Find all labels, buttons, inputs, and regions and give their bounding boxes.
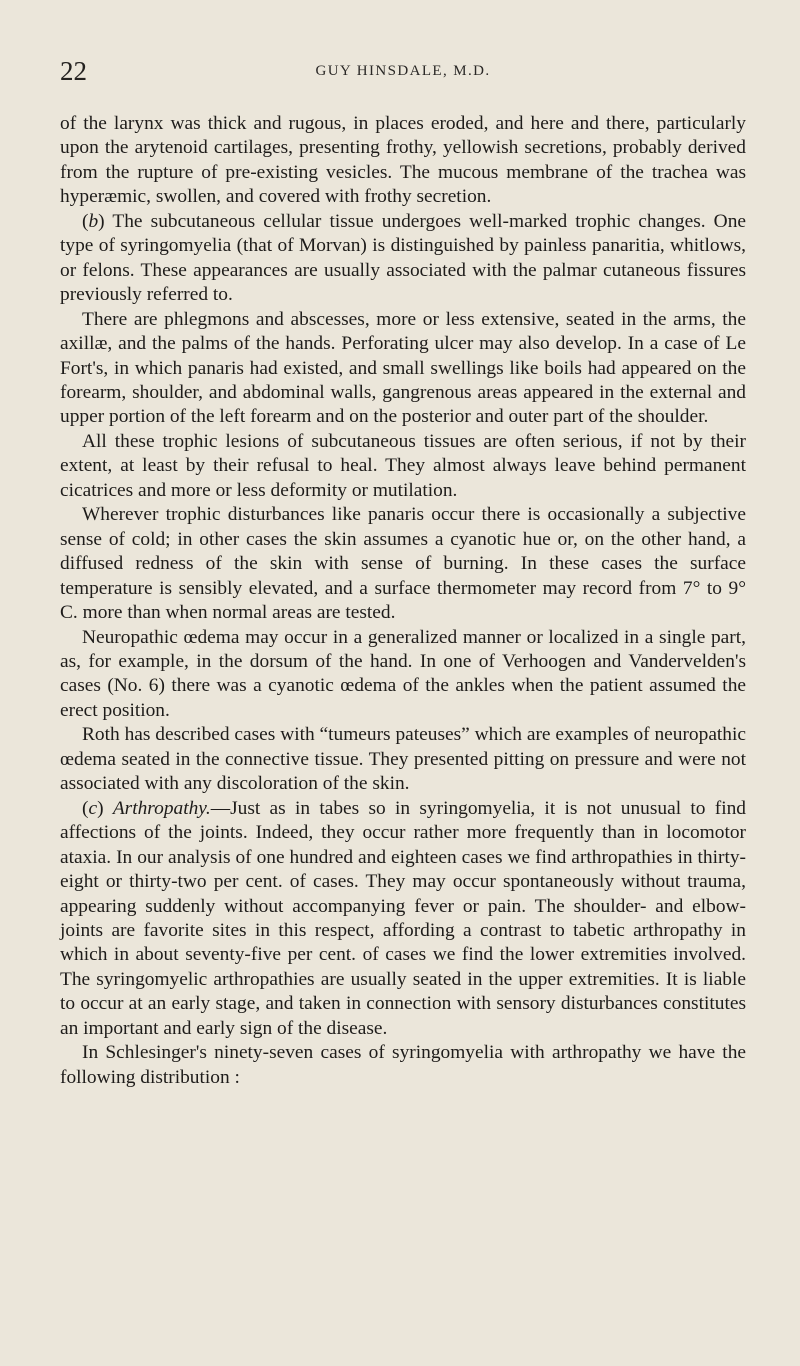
paragraph-schlesinger: In Schlesinger's ninety-seven cases of syringomyelia with arthropathy we have the following distribution :: [60, 1042, 746, 1088]
paragraph-panaris-temperature: Wherever trophic disturbances like panaris occur there is occasionally a subjective sense of cold; in other cases the skin assumes a cyanotic hue or, on the other hand, a diffused redness of the skin with sense of burning. In these cases the surface temperature is sensibly elevated, and a surface thermometer may record from 7° to 9° C. more than when normal areas are tested.: [60, 504, 746, 624]
paragraph-larynx: of the larynx was thick and rugous, in places eroded, and here and there, particularly upon the arytenoid cartilages, presenting frothy, yellowish secretions, probably derived from the rupture of pre-existing vesicles. The mucous membrane of the trachea was hyperæmic, swollen, and covered with frothy secretion.: [60, 113, 746, 208]
running-head: GUY HINSDALE, M.D.: [315, 63, 491, 79]
paragraph-arthropathy: (c) Arthropathy.—Just as in tabes so in syringomyelia, it is not unusual to find affections of the joints. Indeed, they occur rather more frequently than in locomotor ataxia. In our analysis of one hundred and eighteen cases we find arthropathies in thirty-eight or thirty-two per cent. of cases. They may occur spontaneously without trauma, appearing suddenly without accompanying fever or pain. The shoulder- and elbow-joints are favorite sites in this respect, affording a contrast to tabetic arthropathy in which in about seventy-five per cent. of cases we find the lower extremities involved. The syringomyelic arthropathies are usually seated in the upper extremities. It is liable to occur at an early stage, and taken in connection with sensory disturbances constitutes an important and early sign of the disease.: [60, 797, 746, 1039]
paragraph-phlegmons: There are phlegmons and abscesses, more or less extensive, seated in the arms, the axillæ, and the palms of the hands. Perforating ulcer may also develop. In a case of Le Fort's, in which panaris had existed, and small swellings like boils had appeared on the forearm, shoulder, and abdominal walls, gangrenous areas appeared in the external and upper portion of the left forearm and on the posterior and outer part of the shoulder.: [60, 308, 746, 428]
page-header: [60, 56, 746, 86]
section-title-arthropathy: Arthropathy.: [112, 797, 211, 819]
paragraph-subcutaneous: (b) The subcutaneous cellular tissue undergoes well-marked trophic changes. One type of syringomyelia (that of Morvan) is distinguished by painless panaritia, whitlows, or felons. These appearances are usually associated with the palmar cutaneous fissures previously referred to.: [60, 210, 746, 306]
section-label-b: (b): [82, 210, 105, 232]
section-label-c: (c): [82, 797, 113, 819]
paragraph-trophic-lesions: All these trophic lesions of subcutaneous tissues are often serious, if not by their extent, at least by their refusal to heal. They almost always leave behind permanent cicatrices and more or less deformity or mutilation.: [60, 430, 746, 501]
body-text: [60, 112, 746, 1090]
paragraph-roth: Roth has described cases with “tumeurs pateuses” which are examples of neuropathic œdema seated in the connective tissue. They presented pitting on pressure and were not associated with any discoloration of the skin.: [60, 724, 746, 795]
page-number: 22: [60, 56, 87, 86]
paragraph-neuropathic-oedema: Neuropathic œdema may occur in a generalized manner or localized in a single part, as, for example, in the dorsum of the hand. In one of Verhoogen and Vandervelden's cases (No. 6) there was a cyanotic œdema of the ankles when the patient assumed the erect position.: [60, 626, 746, 721]
